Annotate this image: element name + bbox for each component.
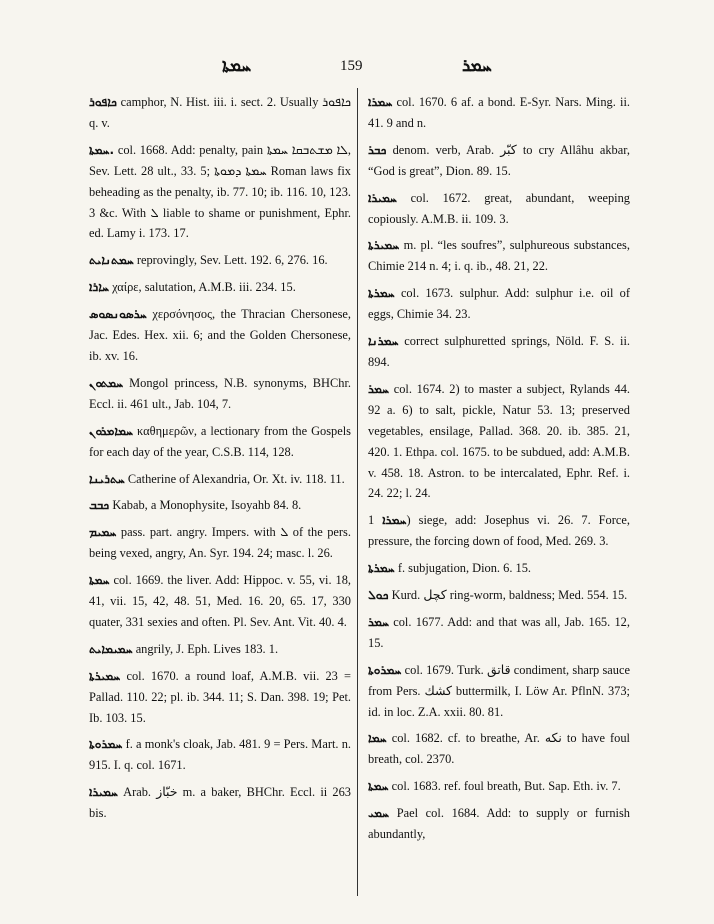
right-column xyxy=(368,92,630,851)
entry-definition: Catherine of Alexandria, Or. Xt. iv. 118. 11. xyxy=(127,471,345,486)
entry-headword: ܚܪܣܘܢܣܘܣ xyxy=(89,307,147,322)
dictionary-entry xyxy=(89,140,351,245)
entry-headword: ܚܡܪܐ xyxy=(382,513,407,528)
dictionary-entry xyxy=(89,570,351,633)
entry-definition: m. pl. “les soufres”, sulphureous substances, Chimie 214 n. 4; i. q. ib., 48. 21, 22. xyxy=(368,238,630,274)
entry-headword: ܚܡܪܬܐ xyxy=(368,561,395,576)
entry-headword: ܟܒܪ xyxy=(368,142,387,157)
running-header xyxy=(0,56,714,82)
entry-headword: ܚܡܬܐ xyxy=(89,573,110,588)
dictionary-entry xyxy=(368,331,630,373)
entry-headword: ܟܒܒ xyxy=(89,498,110,513)
entry-headword: ܚܐܪܐ xyxy=(89,280,109,295)
entry-headword: ܚܡܝܪܐ xyxy=(368,190,397,205)
dictionary-entry xyxy=(368,612,630,654)
entry-definition: f. subjugation, Dion. 6. 15. xyxy=(397,561,532,576)
entry-definition: καθημερῶν, a lectionary from the Gospels for each day of the year, C.S.B. 114, 128. xyxy=(89,423,351,459)
entry-headword: ܟܐܦܘܪ xyxy=(89,95,117,109)
entry-definition: Arab. خبّاز m. a baker, BHChr. Eccl. ii 263 bis. xyxy=(89,785,351,821)
entry-definition: col. 1682. cf. to breathe, Ar. نكه to have foul breath, col. 2370. xyxy=(368,731,630,767)
entry-definition: Pael col. 1684. Add: to supply or furnish abundantly, xyxy=(368,806,630,842)
entry-headword: ܚܡܝܪܬܐ xyxy=(368,238,400,253)
entry-definition: denom. verb, Arab. كبّر to cry Allâhu akbar, “God is great”, Dion. 89. 15. xyxy=(368,142,630,178)
entry-headword: ܚܡܝܡܐܝܬ xyxy=(89,641,133,656)
dictionary-entry xyxy=(89,304,351,367)
dictionary-entry xyxy=(368,235,630,277)
dictionary-entry xyxy=(89,277,351,298)
entry-definition: Mongol princess, N.B. synonyms, BHChr. Eccl. ii. 461 ult., Jab. 104, 7. xyxy=(89,375,351,411)
dictionary-entry xyxy=(368,585,630,606)
dictionary-entry xyxy=(89,92,351,134)
entry-definition: χερσόνησος, the Thracian Chersonese, Jac. Edes. Hex. xii. 6; and the Golden Chersonese, ib. xv. 16. xyxy=(89,307,351,363)
entry-definition: col. 1669. the liver. Add: Hippoc. v. 55, vi. 18, 41, vii. 15, 42, 48. 51, Med. 16. 20, 65. 17, 330 quater, 331 sexies and often. Pl. Sev. Ant. Vit. 40. 4. xyxy=(89,573,351,629)
dictionary-entry xyxy=(368,140,630,182)
dictionary-entry xyxy=(368,379,630,504)
entry-headword: ܚܡܐ xyxy=(368,731,387,746)
header-left-word: ܚܡܬܐ xyxy=(222,56,252,76)
entry-headword: ܚܡܪܐ xyxy=(368,95,393,109)
page-number: 159 xyxy=(340,58,363,74)
dictionary-entry xyxy=(368,776,630,797)
dictionary-entry xyxy=(89,421,351,463)
entry-headword: ܚܡܪܘܬܐ xyxy=(368,662,402,677)
dictionary-entry xyxy=(368,803,630,845)
entry-definition: col. 1668. Add: penalty, pain ܠܐ ܡܫܬܒܩܐ ܚܡܬܐ, Sev. Lett. 28 ult., 33. 5; ܚܡܬܐ ܕܡܘܬܐ Roman laws fix beheading as the penalty, ib. 77. 10; ib. 116. 10, 123. 3 &c. With ܠ liable to shame or punishment, Ephr. ed. Lamy i. 173. 17. xyxy=(89,142,352,241)
left-column xyxy=(89,92,351,830)
header-right-word: ܚܡܪ xyxy=(462,56,492,76)
entry-headword: ܚܡܝܪܬܐ xyxy=(89,668,121,683)
entry-definition: col. 1673. sulphur. Add: sulphur i.e. oil of eggs, Chimie 34. 23. xyxy=(368,286,630,322)
entry-definition: col. 1674. 2) to master a subject, Rylands 44. 92 a. 6) to salt, pickle, Natur 53. 13; preserved vegetables, ensilage, Pallad. 368. 20. ib. 385. 21, 420. 1. Ethpa. col. 1675. to be subdued, add: A.M.B. v. 458. 18. Astron. to be intercalated, Ephr. Ref. i. 24. 22; l. 24. xyxy=(368,381,630,501)
entry-definition: angrily, J. Eph. Lives 183. 1. xyxy=(135,641,279,656)
entry-headword: ܚܡܝܪܐ xyxy=(89,785,118,800)
entry-headword: ܚܡܬܢܐܝܬ xyxy=(89,253,134,268)
dictionary-entry xyxy=(89,495,351,516)
entry-headword: ܚܡܪܢܐ xyxy=(368,334,399,349)
entry-definition: Kurd. كچل ring-worm, baldness; Med. 554. 15. xyxy=(391,588,628,603)
entry-definition: col. 1679. Turk. قاتق condiment, sharp sauce from Pers. كشك buttermilk, I. Löw Ar. PflnN. 373; id. in loc. Z.A. xxii. 80. 81. xyxy=(368,662,630,719)
entry-headword: ܚܡܝܡ xyxy=(89,525,117,540)
dictionary-entry xyxy=(368,728,630,770)
entry-definition: correct sulphuretted springs, Nöld. F. S. ii. 894. xyxy=(368,334,630,369)
dictionary-entry xyxy=(89,522,351,564)
entry-definition: f. a monk's cloak, Jab. 481. 9 = Pers. Mart. n. 915. I. q. col. 1671. xyxy=(89,737,351,773)
entry-headword: ܚܡܪ xyxy=(368,614,389,629)
column-divider xyxy=(357,88,358,896)
dictionary-entry xyxy=(89,782,351,824)
dictionary-entry xyxy=(368,558,630,579)
entry-headword: ܚܡܬܐ. xyxy=(89,142,115,157)
entry-definition: col. 1677. Add: and that was all, Jab. 165. 12, 15. xyxy=(368,614,630,650)
entry-headword: ܟܘܠ xyxy=(368,588,389,603)
entry-definition: 1) siege, add: Josephus vi. 26. 7. Force, pressure, the forcing down of food, Med. 269. 3. xyxy=(368,513,630,549)
entry-headword: ܚܡܪ xyxy=(368,381,389,396)
entry-definition: col. 1683. ref. foul breath, But. Sap. Eth. iv. 7. xyxy=(391,779,621,794)
entry-headword: ܚܡܬܘܢ xyxy=(89,375,124,390)
entry-definition: pass. part. angry. Impers. with ܠ of the pers. being vexed, angry, An. Syr. 194. 24; masc. l. 26. xyxy=(89,525,351,561)
dictionary-entry xyxy=(89,469,351,490)
dictionary-entry xyxy=(89,639,351,660)
entry-definition: Kabab, a Monophysite, Isoyahb 84. 8. xyxy=(112,498,302,513)
entry-definition: col. 1670. a round loaf, A.M.B. vii. 23 = Pallad. 110. 22; pl. ib. 344. 11; S. Dan. 398. 19; Pet. Ib. 103. 15. xyxy=(89,668,351,725)
entry-headword: ܚܡܪܘܬܐ xyxy=(89,737,123,752)
dictionary-entry xyxy=(368,188,630,230)
entry-definition: camphor, N. Hist. iii. i. sect. 2. Usually ܟܐܦܘܪ q. v. xyxy=(89,95,351,130)
dictionary-entry xyxy=(368,92,630,134)
dictionary-entry xyxy=(368,510,630,552)
dictionary-entry xyxy=(89,734,351,776)
dictionary-entry xyxy=(89,373,351,415)
entry-definition: col. 1670. 6 af. a bond. E-Syr. Nars. Ming. ii. 41. 9 and n. xyxy=(368,95,630,130)
entry-headword: ܚܡܐܡܪܘܢ xyxy=(89,423,134,438)
entry-definition: χαίρε, salutation, A.M.B. iii. 234. 15. xyxy=(112,280,296,295)
entry-headword: ܚܬܪܝܢܐ xyxy=(89,471,125,486)
dictionary-entry xyxy=(89,250,351,271)
entry-headword: ܚܡܬܐ xyxy=(368,779,389,794)
dictionary-entry xyxy=(368,283,630,325)
entry-headword: ܚܡܪܬܐ xyxy=(368,286,395,301)
dictionary-entry xyxy=(368,660,630,723)
entry-definition: col. 1672. great, abundant, weeping copiously. A.M.B. ii. 109. 3. xyxy=(368,190,630,226)
dictionary-entry xyxy=(89,666,351,729)
entry-definition: reprovingly, Sev. Lett. 192. 6, 276. 16. xyxy=(136,253,328,268)
entry-headword: ܚܡܝ xyxy=(368,806,390,821)
